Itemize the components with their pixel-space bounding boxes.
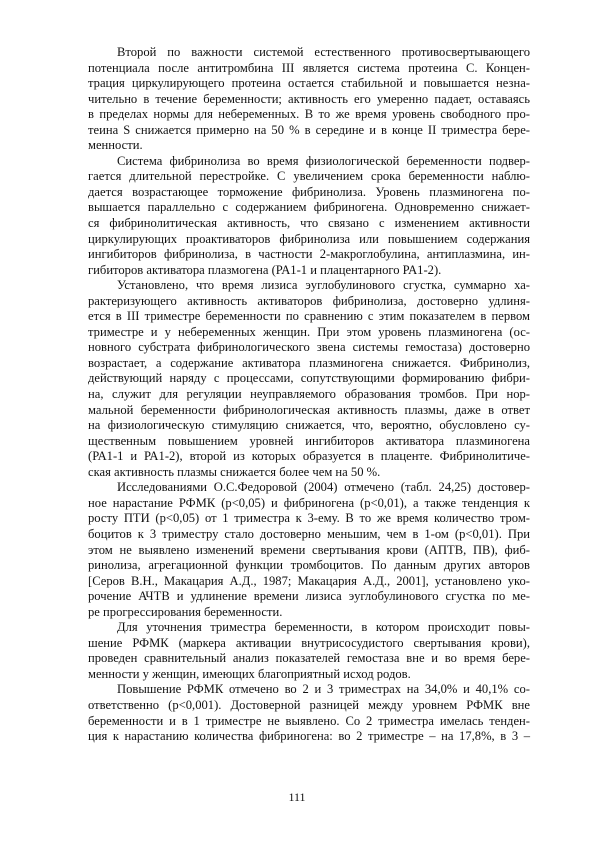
paragraph (88, 682, 530, 744)
text-line: менности у женщин, имеющих благоприятный исход родов. (88, 666, 411, 681)
text-line: дается возрастающее торможение фибринолиза. Уровень плазминогена по- (88, 184, 530, 199)
text-line: Для уточнения триместра беременности, в котором происходит повы- (117, 620, 530, 635)
paragraph (88, 154, 530, 278)
text-line: Установлено, что время лизиса эуглобулинового сгустка, суммарно ха- (117, 278, 530, 293)
text-line: гается длительной перестройке. С увеличением срока беременности наблю- (88, 169, 530, 184)
paragraph (88, 278, 530, 480)
text-line: в пределах нормы для небеременных. В то же время уровень свободного про- (88, 107, 530, 122)
text-line: рактеризующего активность активаторов фибринолиза, достоверно удлиня- (88, 293, 530, 308)
text-line: шение РФМК (маркера активации внутрисосудистого свертывания крови), (88, 635, 530, 650)
text-line: мальной беременности фибринологическая активность плазмы, даже в ответ (88, 402, 530, 417)
text-line: действующий наряду с процессами, сопутствующими формированию фибри- (88, 371, 530, 386)
text-line: потенциала после антитромбина III является система протеина С. Концен- (88, 60, 530, 75)
text-line: Исследованиями О.С.Федоровой (2004) отмечено (табл. 24,25) достовер- (117, 480, 530, 495)
text-line: этом не выявлено изменений времени свертывания крови (АПТВ, ПВ), фиб- (88, 542, 530, 557)
text-line: ринолиза, агрегационной функции тромбоцитов. По данным других авторов (88, 558, 530, 573)
text-line: вышается параллельно с содержанием фибриногена. Одновременно снижает- (88, 200, 530, 215)
text-line: (РА1-1 и РА1-2), второй из которых образуется в плаценте. Фибринолитиче- (88, 449, 530, 464)
paragraph (88, 480, 530, 620)
text-line: чительно в течение беременности; активность его умеренно падает, оставаясь (88, 91, 530, 106)
text-line: на, служит для регуляции неуправляемого образования тромбов. При нор- (88, 387, 530, 402)
text-line: [Серов В.Н., Макацария А.Д., 1987; Макацария А.Д., 2001], установлено уко- (88, 573, 530, 588)
text-line: на физиологическую стимуляцию снижается, что, вероятно, обусловлено су- (88, 418, 530, 433)
text-line: гибиторов активатора плазмогена (РА1-1 и плацентарного РА1-2). (88, 262, 442, 277)
text-line: росту ПТИ (p<0,05) от 1 триместра к 3-ему. В то же время количество тром- (88, 511, 530, 526)
text-line: Повышение РФМК отмечено во 2 и 3 триместрах на 34,0% и 40,1% со- (117, 682, 530, 697)
page-number: 111 (288, 790, 306, 804)
text-line: ингибиторов фибринолиза, в частности 2-макроглобулина, антиплазмина, ин- (88, 247, 530, 262)
text-line: Второй по важности системой естественного противосвертывающего (117, 45, 530, 59)
text-line: ция к нарастанию количества фибриногена: во 2 триместре – на 17,8%, в 3 – (88, 729, 530, 744)
text-line: Система фибринолиза во время физиологической беременности подвер- (117, 153, 530, 168)
text-line: менности. (88, 138, 143, 153)
text-line: ре прогрессирования беременности. (88, 604, 283, 619)
text-line: ответственно (p<0,001). Достоверной разницей между уровнем РФМК вне (88, 697, 530, 712)
text-line: циркулирующих проактиваторов фибринолиза или повышением содержания (88, 231, 530, 246)
text-line: триместре и у небеременных женщин. При этом уровень плазминогена (ос- (88, 324, 530, 339)
text-line: ное нарастание РФМК (p<0,05) и фибриногена (p<0,01), а также тенденция к (88, 495, 530, 510)
body-text (88, 45, 530, 745)
text-line: боцитов к 3 триместру стало достоверно меньшим, чем в 1-ом (p<0,01). При (88, 526, 530, 541)
text-line: новного субстрата фибринологического звена системы гемостаза) достоверно (88, 340, 530, 355)
paragraph (88, 45, 530, 154)
text-line: теина S снижается примерно на 50 % в середине и в конце II триместра бере- (88, 122, 530, 137)
text-line: трация циркулирующего протеина остается стабильной и повышается незна- (88, 76, 530, 91)
text-line: рочение АЧТВ и удлинение времени лизиса эуглобулинового сгустка по ме- (88, 589, 530, 604)
paragraph (88, 620, 530, 682)
text-line: ся фибринолитическая активность, что связано с изменением активности (88, 216, 530, 231)
text-line: ская активность плазмы снижается более чем на 50 %. (88, 464, 381, 479)
text-line: ется в III триместре беременности по сравнению с этим показателем в первом (88, 309, 530, 324)
text-line: проведен сравнительный анализ показателей гемостаза вне и во время бере- (88, 651, 530, 666)
text-line: возрастает, а содержание активатора плазминогена снижается. Фибринолиз, (88, 355, 530, 370)
text-line: беременности и в 1 триместре не выявлено. Со 2 триместра имелась тенден- (88, 713, 530, 728)
text-line: щественным повышением уровней ингибиторов активатора плазминогена (88, 433, 530, 448)
